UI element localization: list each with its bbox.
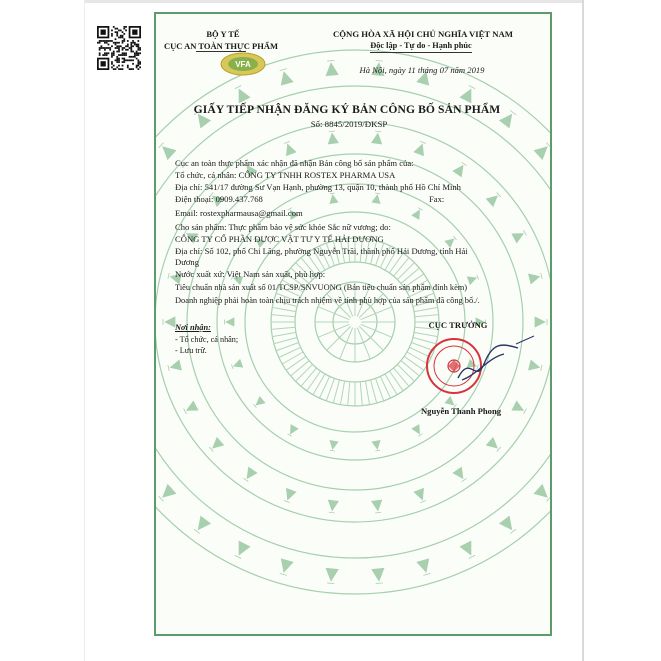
product-line: Cho sản phẩm: Thực phẩm bảo vệ sức khỏe Sắc nữ vương; do:	[175, 222, 391, 232]
document-number: Số: 8845/2019/ĐKSP	[310, 119, 388, 129]
viewer-left-edge	[84, 0, 85, 661]
responsibility-line: Doanh nghiệp phải hoàn toàn chịu trách nhiệm về tính phù hợp của sản phẩm đã công bố./.	[175, 296, 480, 305]
email-line: Email: rostexpharmausa@gmail.com	[175, 208, 303, 218]
ministry-name: BỘ Y TẾ	[206, 29, 240, 39]
manufacturer-line: CÔNG TY CỔ PHẦN DƯỢC VẬT TƯ Y TẾ HẢI DƯƠNG	[175, 234, 384, 244]
origin-line: Nước xuất xứ: Việt Nam sản xuất, phù hợp:	[175, 269, 326, 279]
recipients-heading: Nơi nhận:	[175, 323, 211, 332]
vfa-logo	[220, 52, 266, 76]
agency-name: CỤC AN TOÀN THỰC PHẨM	[164, 41, 278, 51]
fax-line: Fax:	[429, 194, 445, 204]
manufacturer-address-line-2: Dương	[175, 257, 200, 267]
official-stamp	[418, 334, 538, 398]
recipient-item: - Lưu trữ.	[175, 346, 207, 355]
issue-date: Hà Nội, ngày 11 tháng 07 năm 2019	[359, 65, 485, 75]
signer-role: CỤC TRƯỞNG	[428, 320, 488, 330]
phone-line: Điện thoại: 0909.437.768	[175, 194, 263, 204]
country-name: CỘNG HÒA XÃ HỘI CHỦ NGHĨA VIỆT NAM	[333, 29, 513, 39]
logo-text: VFA	[235, 60, 251, 69]
manufacturer-address-line-1: Địa chỉ: Số 102, phố Chi Lăng, phường Nguyễn Trãi, thành phố Hải Dương, tỉnh Hải	[175, 246, 468, 256]
viewer-right-edge	[582, 0, 584, 661]
recipient-item: - Tổ chức, cá nhân;	[175, 335, 239, 344]
national-motto: Độc lập - Tự do - Hạnh phúc	[370, 41, 472, 50]
document-title: GIẤY TIẾP NHẬN ĐĂNG KÝ BẢN CÔNG BỐ SẢN PHẨM	[193, 103, 501, 116]
header-right-rule	[370, 52, 472, 53]
qr-code-icon	[96, 26, 142, 70]
address-line: Địa chỉ: 541/17 đường Sư Vạn Hạnh, phường 13, quận 10, thành phố Hồ Chí Minh	[175, 182, 461, 192]
organization-line: Tổ chức, cá nhân: CÔNG TY TNHH ROSTEX PHARMA USA	[175, 170, 396, 180]
signer-name: Nguyễn Thanh Phong	[420, 406, 502, 416]
intro-line: Cục an toàn thực phẩm xác nhận đã nhận Bản công bố sản phẩm của:	[175, 158, 414, 168]
standard-line: Tiêu chuẩn nhà sản xuất số 01/TCSP/SNVUONG (Bản tiêu chuẩn sản phẩm đính kèm)	[175, 283, 468, 292]
